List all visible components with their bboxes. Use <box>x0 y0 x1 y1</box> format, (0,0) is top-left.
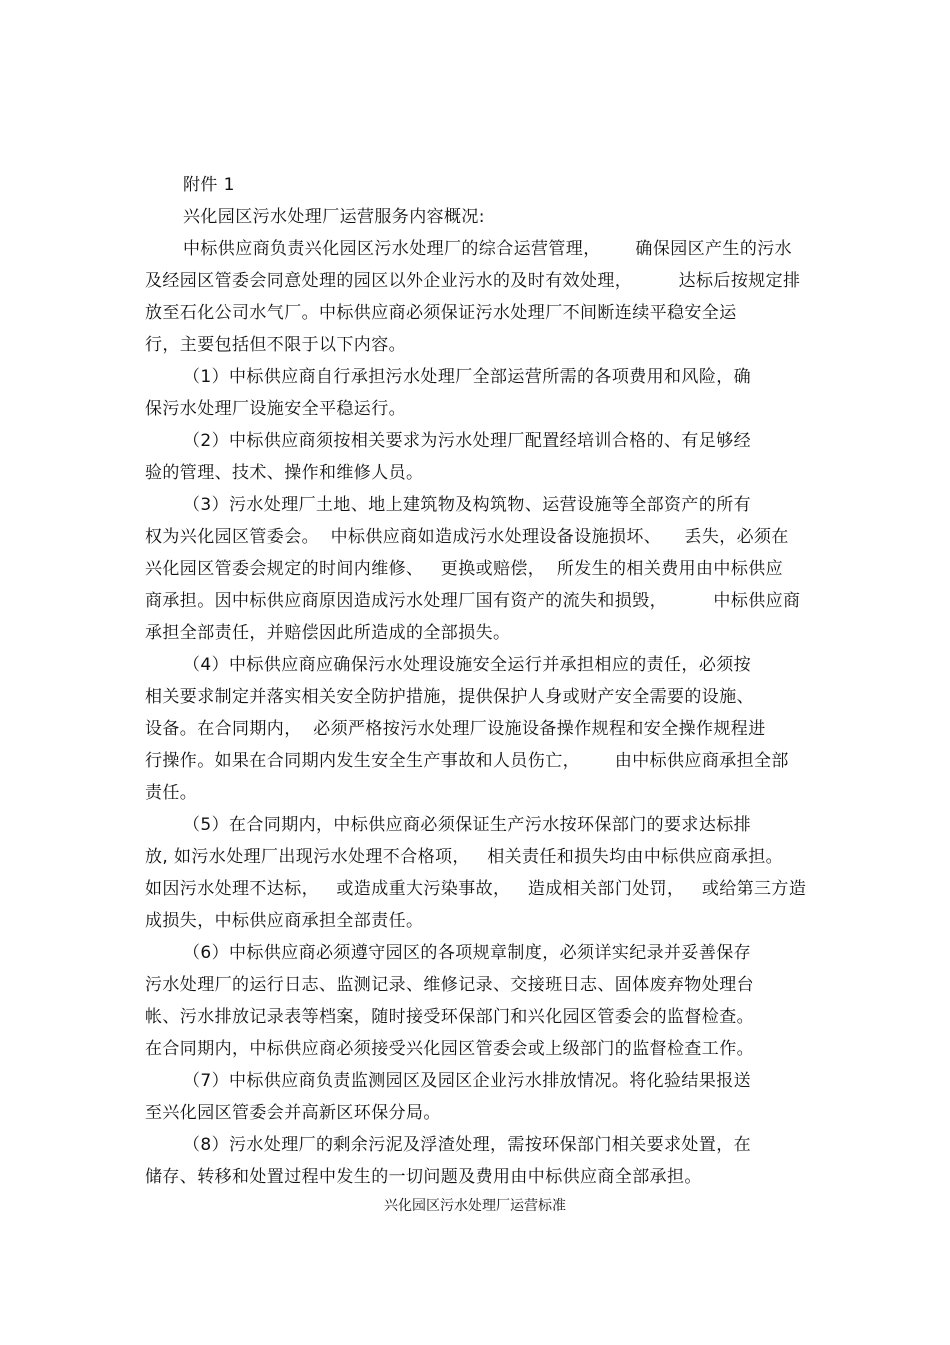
footer-title: 兴化园区污水处理厂运营标准 <box>384 1198 566 1214</box>
paragraph-line: 兴化园区管委会规定的时间内维修、 更换或赔偿， 所发生的相关费用由中标供应 <box>145 559 784 579</box>
paragraph-line: （6）中标供应商必须遵守园区的各项规章制度，必须详实纪录并妥善保存 <box>183 943 752 963</box>
paragraph-line: （3）污水处理厂土地、地上建筑物及构筑物、运营设施等全部资产的所有 <box>183 495 752 515</box>
paragraph-line: 帐、污水排放记录表等档案，随时接受环保部门和兴化园区管委会的监督检查。 <box>145 1007 754 1027</box>
paragraph-line: 责任。 <box>145 783 198 803</box>
paragraph-line: 放, 如污水处理厂出现污水处理不合格项， 相关责任和损失均由中标供应商承担。 <box>145 847 784 867</box>
paragraph-line: 污水处理厂的运行日志、监测记录、维修记录、交接班日志、固体废弃物处理台 <box>145 975 754 995</box>
paragraph-line: 在合同期内，中标供应商必须接受兴化园区管委会或上级部门的监督检查工作。 <box>145 1039 754 1059</box>
paragraph-line: 承担全部责任，并赔偿因此所造成的全部损失。 <box>145 623 511 643</box>
paragraph-line: 储存、转移和处置过程中发生的一切问题及费用由中标供应商全部承担。 <box>145 1167 702 1187</box>
paragraph-line: 行，主要包括但不限于以下内容。 <box>145 335 406 355</box>
paragraph-line: 相关要求制定并落实相关安全防护措施，提供保护人身或财产安全需要的设施、 <box>145 687 754 707</box>
paragraph-line: 权为兴化园区管委会。 中标供应商如造成污水处理设备设施损坏、 丢失，必须在 <box>145 527 789 547</box>
paragraph-line: 至兴化园区管委会并高新区环保分局。 <box>145 1103 441 1123</box>
paragraph-line: 行操作。如果在合同期内发生安全生产事故和人员伤亡， 由中标供应商承担全部 <box>145 751 789 771</box>
paragraph-line: 及经园区管委会同意处理的园区以外企业污水的及时有效处理， 达标后按规定排 <box>145 271 801 291</box>
paragraph-line: 中标供应商负责兴化园区污水处理厂的综合运营管理， 确保园区产生的污水 <box>183 239 793 259</box>
paragraph-line: 如因污水处理不达标， 或造成重大污染事故， 造成相关部门处罚， 或给第三方造 <box>145 879 807 899</box>
paragraph-line: （4）中标供应商应确保污水处理设施安全运行并承担相应的责任，必须按 <box>183 655 752 675</box>
paragraph-line: 商承担。因中标供应商原因造成污水处理厂国有资产的流失和损毁， 中标供应商 <box>145 591 801 611</box>
paragraph-line: 保污水处理厂设施安全平稳运行。 <box>145 399 406 419</box>
section-title: 兴化园区污水处理厂运营服务内容概况: <box>183 207 485 227</box>
paragraph-line: 设备。在合同期内， 必须严格按污水处理厂设施设备操作规程和安全操作规程进 <box>145 719 766 739</box>
paragraph-line: 放至石化公司水气厂。中标供应商必须保证污水处理厂不间断连续平稳安全运 <box>145 303 737 323</box>
paragraph-line: 验的管理、技术、操作和维修人员。 <box>145 463 424 483</box>
paragraph-line: （5）在合同期内，中标供应商必须保证生产污水按环保部门的要求达标排 <box>183 815 752 835</box>
paragraph-line: （1）中标供应商自行承担污水处理厂全部运营所需的各项费用和风险，确 <box>183 367 752 387</box>
paragraph-line: 成损失，中标供应商承担全部责任。 <box>145 911 424 931</box>
paragraph-line: （7）中标供应商负责监测园区及园区企业污水排放情况。将化验结果报送 <box>183 1071 752 1091</box>
attachment-label: 附件 1 <box>183 175 235 195</box>
paragraph-line: （2）中标供应商须按相关要求为污水处理厂配置经培训合格的、有足够经 <box>183 431 752 451</box>
paragraph-line: （8）污水处理厂的剩余污泥及浮渣处理，需按环保部门相关要求处置，在 <box>183 1135 752 1155</box>
